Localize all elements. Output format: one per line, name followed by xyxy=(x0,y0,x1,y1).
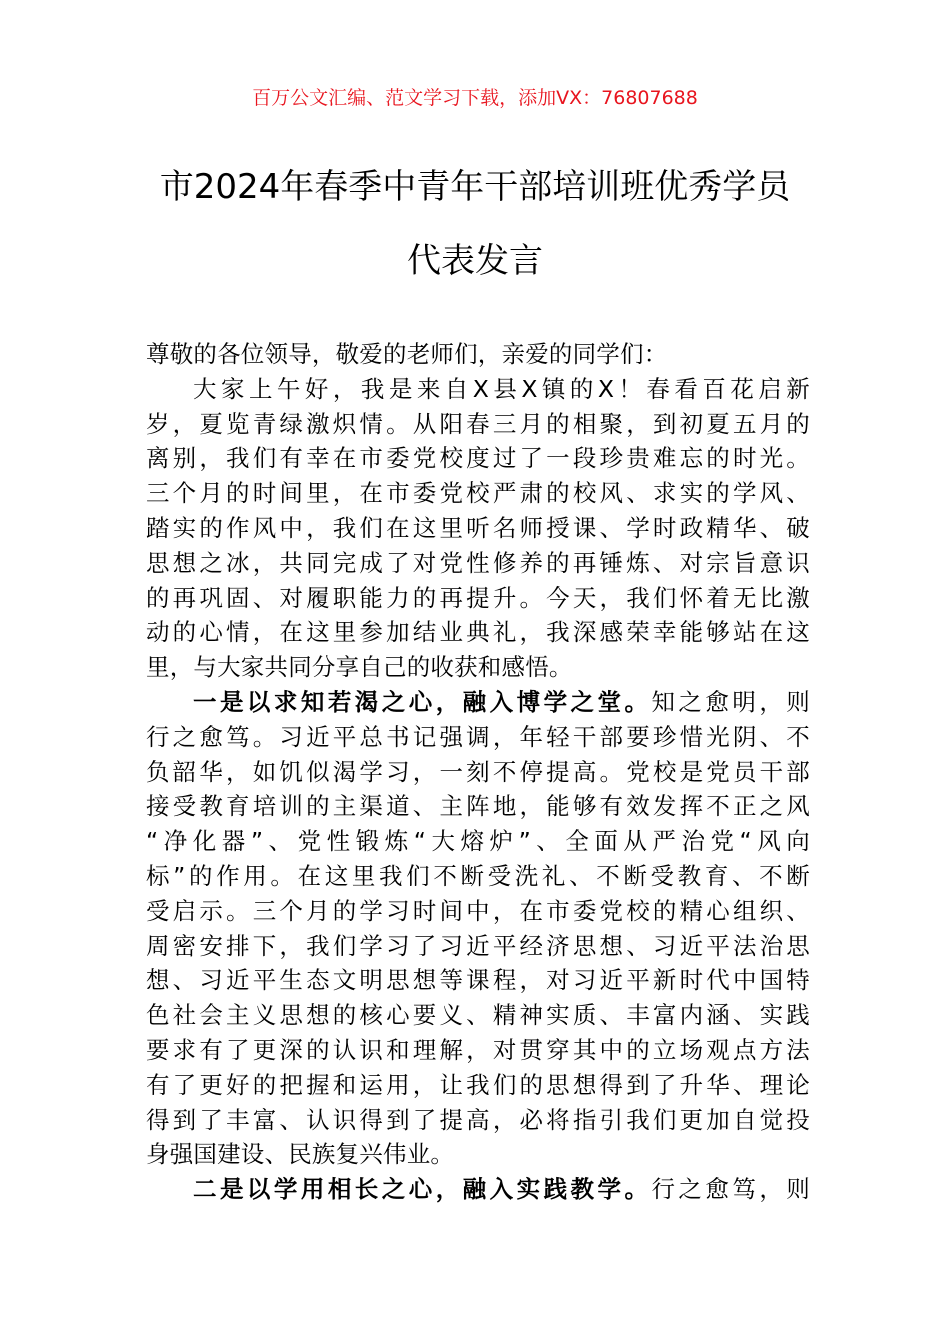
paragraph-line: 色社会主义思想的核心要义、精神实质、丰富内涵、实践 xyxy=(146,1001,810,1030)
paragraph-line: 得到了丰富、认识得到了提高，必将指引我们更加自觉投 xyxy=(146,1105,810,1134)
paragraph-line: 离别，我们有幸在市委党校度过了一段珍贵难忘的时光。 xyxy=(146,444,810,473)
paragraph-3 xyxy=(146,1172,810,1207)
paragraph-line: 大家上午好，我是来自X县X镇的X！春看百花启新 xyxy=(193,374,810,403)
paragraph-line: 行之愈笃。习近平总书记强调，年轻干部要珍惜光阴、不 xyxy=(146,722,810,751)
paragraph-line: 标”的作用。在这里我们不断受洗礼、不断受教育、不断 xyxy=(146,861,810,890)
document-title xyxy=(120,150,830,298)
paragraph-line: 动的心情，在这里参加结业典礼，我深感荣幸能够站在这 xyxy=(146,618,810,647)
section-heading-1: 一是以求知若渴之心，融入博学之堂。 xyxy=(193,687,652,716)
paragraph-line: 受启示。三个月的学习时间中，在市委党校的精心组织、 xyxy=(146,896,810,925)
paragraph-line: 周密安排下，我们学习了习近平经济思想、习近平法治思 xyxy=(146,931,810,960)
paragraph-line: 有了更好的把握和运用，让我们的思想得到了升华、理论 xyxy=(146,1070,810,1099)
paragraph-line: 想、习近平生态文明思想等课程，对习近平新时代中国特 xyxy=(146,966,810,995)
paragraph-line: 接受教育培训的主渠道、主阵地，能够有效发挥不正之风 xyxy=(146,792,810,821)
paragraph-first-line xyxy=(146,685,810,720)
document-body xyxy=(146,337,810,1207)
paragraph-first-line xyxy=(146,1172,810,1207)
paragraph-line: 踏实的作风中，我们在这里听名师授课、学时政精华、破 xyxy=(146,513,810,542)
title-line-2: 代表发言 xyxy=(407,241,543,281)
section-heading-2: 二是以学用相长之心，融入实践教学。 xyxy=(193,1175,652,1204)
paragraph-line: 的再巩固、对履职能力的再提升。今天，我们怀着无比激 xyxy=(146,583,810,612)
title-line-1: 市2024年春季中青年干部培训班优秀学员 xyxy=(159,167,791,207)
paragraph-2 xyxy=(146,685,810,1172)
paragraph-line-rest: 行之愈笃，则 xyxy=(651,1175,810,1204)
paragraph-line: “净化器”、党性锻炼“大熔炉”、全面从严治党“风向 xyxy=(146,827,810,856)
paragraph-line: 负韶华，如饥似渴学习，一刻不停提高。党校是党员干部 xyxy=(146,757,810,786)
paragraph-line: 里，与大家共同分享自己的收获和感悟。 xyxy=(146,653,573,682)
paragraph-1 xyxy=(146,372,810,685)
paragraph-line: 思想之冰，共同完成了对党性修养的再锤炼、对宗旨意识 xyxy=(146,548,810,577)
paragraph-line: 身强国建设、民族复兴伟业。 xyxy=(146,1140,455,1169)
salutation: 尊敬的各位领导，敬爱的老师们，亲爱的同学们： xyxy=(146,340,668,368)
paragraph-line: 岁，夏览青绿激炽情。从阳春三月的相聚，到初夏五月的 xyxy=(146,409,810,438)
paragraph-line: 三个月的时间里，在市委党校严肃的校风、求实的学风、 xyxy=(146,479,810,508)
header-promo-note: 百万公文汇编、范文学习下载，添加VX：76807688 xyxy=(252,87,698,109)
paragraph-line-rest: 知之愈明，则 xyxy=(651,687,810,716)
paragraph-line: 要求有了更深的认识和理解，对贯穿其中的立场观点方法 xyxy=(146,1035,810,1064)
